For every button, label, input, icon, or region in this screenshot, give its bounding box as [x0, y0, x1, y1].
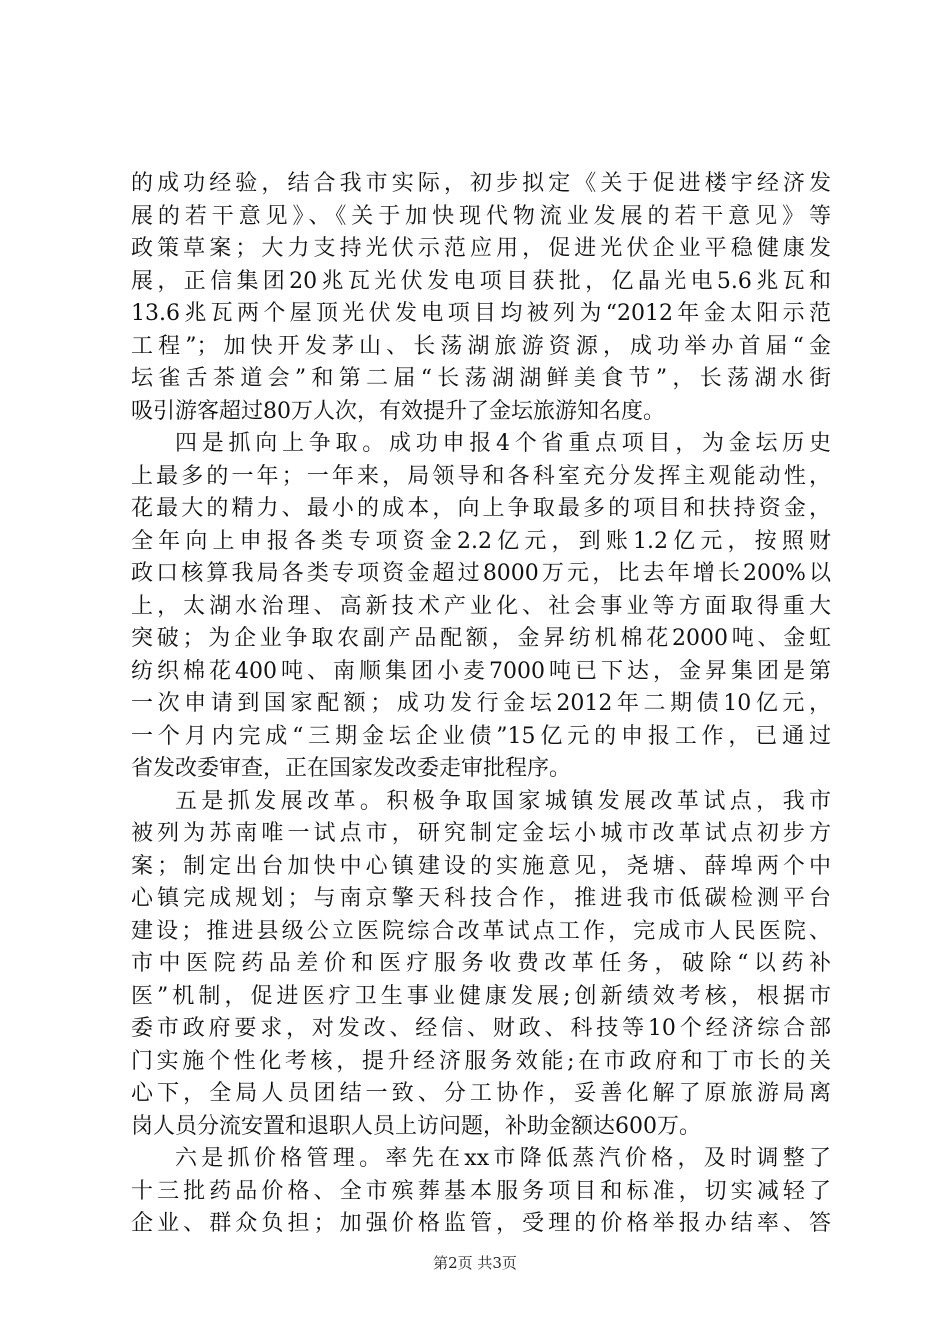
text-line: 一次申请到国家配额；成功发行金坛2012年二期债10亿元， [131, 691, 831, 716]
text-line: 政口核算我局各类专项资金超过8000万元，比去年增长200%以 [131, 561, 831, 586]
text-line: 被列为苏南唯一试点市，研究制定金坛小城市改革试点初步方 [131, 821, 831, 846]
body-text [131, 168, 831, 1241]
text-line: 省发改委审查，正在国家发改委走审批程序。 [131, 756, 572, 781]
text-line: 市中医院药品差价和医疗服务收费改革任务，破除“以药补 [131, 951, 831, 976]
text-line: 委市政府要求，对发改、经信、财政、科技等10个经济综合部 [131, 1016, 831, 1041]
paragraph-start-line: 六是抓价格管理。率先在xx市降低蒸汽价格，及时调整了 [175, 1146, 831, 1171]
text-line: 坛雀舌茶道会”和第二届“长荡湖湖鲜美食节”，长荡湖水街 [131, 366, 831, 391]
text-line: 上最多的一年；一年来，局领导和各科室充分发挥主观能动性， [131, 463, 831, 489]
text-line: 岗人员分流安置和退职人员上访问题，补助金额达600万。 [131, 1113, 701, 1139]
text-line: 建设；推进县级公立医院综合改革试点工作，完成市人民医院、 [131, 918, 831, 944]
text-line: 心镇完成规划；与南京擎天科技合作，推进我市低碳检测平台 [131, 886, 831, 911]
text-line: 案；制定出台加快中心镇建设的实施意见，尧塘、薛埠两个中 [131, 853, 831, 879]
text-line: 展，正信集团20兆瓦光伏发电项目获批，亿晶光电5.6兆瓦和 [131, 268, 831, 294]
page-number-footer: 第2页 共3页 [433, 1254, 517, 1272]
text-line: 花最大的精力、最小的成本，向上争取最多的项目和扶持资金， [131, 496, 831, 521]
text-line: 的成功经验，结合我市实际，初步拟定《关于促进楼宇经济发 [131, 171, 831, 196]
text-line: 一个月内完成“三期金坛企业债”15亿元的申报工作，已通过 [131, 723, 831, 749]
text-line: 上，太湖水治理、高新技术产业化、社会事业等方面取得重大 [131, 593, 831, 619]
text-line: 心下，全局人员团结一致、分工协作，妥善化解了原旅游局离 [131, 1081, 831, 1106]
text-line: 展的若干意见》、《关于加快现代物流业发展的若干意见》等 [131, 203, 831, 229]
text-line: 医”机制，促进医疗卫生事业健康发展;创新绩效考核，根据市 [131, 983, 831, 1009]
paragraph-start-line: 四是抓向上争取。成功申报4个省重点项目，为金坛历史 [175, 431, 831, 456]
text-line: 纺织棉花400吨、南顺集团小麦7000吨已下达，金昇集团是第 [131, 658, 831, 684]
text-line: 全年向上申报各类专项资金2.2亿元，到账1.2亿元，按照财 [131, 528, 831, 554]
text-line: 13.6兆瓦两个屋顶光伏发电项目均被列为“2012年金太阳示范 [131, 301, 831, 326]
text-line: 十三批药品价格、全市殡葬基本服务项目和标准，切实减轻了 [131, 1178, 831, 1204]
text-line: 企业、群众负担；加强价格监管，受理的价格举报办结率、答 [131, 1211, 831, 1236]
text-line: 工程”；加快开发茅山、长荡湖旅游资源，成功举办首届“金 [131, 333, 831, 359]
text-line: 门实施个性化考核，提升经济服务效能;在市政府和丁市长的关 [131, 1048, 831, 1074]
paragraph-start-line: 五是抓发展改革。积极争取国家城镇发展改革试点，我市 [175, 788, 831, 814]
text-line: 政策草案；大力支持光伏示范应用，促进光伏企业平稳健康发 [131, 236, 831, 261]
text-line: 吸引游客超过80万人次，有效提升了金坛旅游知名度。 [131, 398, 665, 424]
text-line: 突破；为企业争取农副产品配额，金昇纺机棉花2000吨、金虹 [131, 626, 831, 651]
